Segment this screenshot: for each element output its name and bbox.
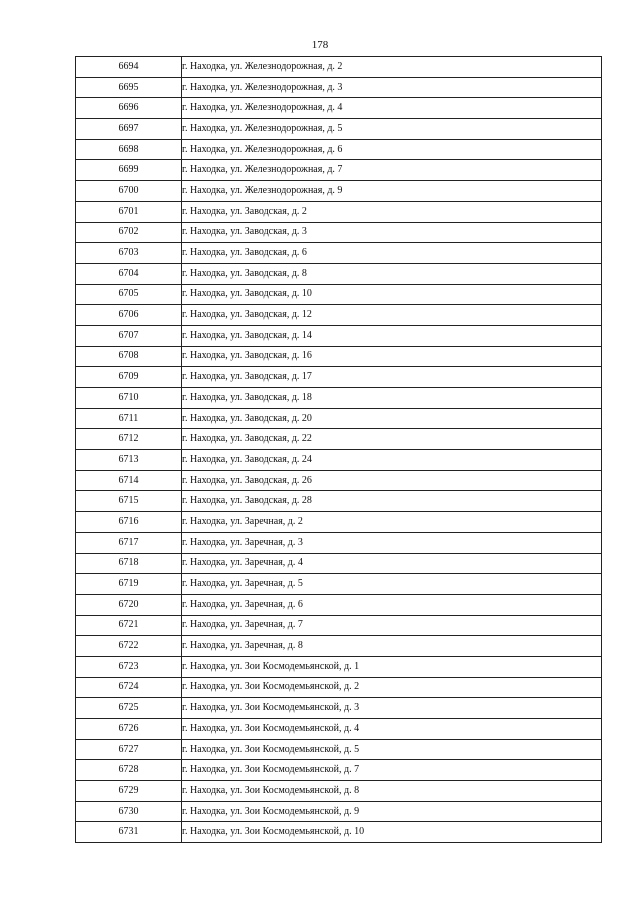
address-cell: г. Находка, ул. Заводская, д. 17 [182, 367, 602, 388]
table-row [76, 470, 602, 491]
address-cell: г. Находка, ул. Заречная, д. 5 [182, 574, 602, 595]
address-table-body [76, 57, 602, 843]
table-row [76, 574, 602, 595]
row-number-cell: 6697 [76, 119, 182, 140]
address-cell: г. Находка, ул. Зои Космодемьянской, д. 10 [182, 822, 602, 843]
row-number-cell: 6721 [76, 615, 182, 636]
table-row [76, 325, 602, 346]
address-cell: г. Находка, ул. Зои Космодемьянской, д. 1 [182, 656, 602, 677]
row-number-cell: 6702 [76, 222, 182, 243]
address-cell: г. Находка, ул. Зои Космодемьянской, д. 8 [182, 781, 602, 802]
table-row [76, 284, 602, 305]
table-row [76, 429, 602, 450]
address-cell: г. Находка, ул. Заводская, д. 2 [182, 201, 602, 222]
table-row [76, 57, 602, 78]
row-number-cell: 6696 [76, 98, 182, 119]
row-number-cell: 6701 [76, 201, 182, 222]
address-cell: г. Находка, ул. Заводская, д. 26 [182, 470, 602, 491]
table-row [76, 594, 602, 615]
table-row [76, 450, 602, 471]
table-row [76, 388, 602, 409]
address-cell: г. Находка, ул. Заводская, д. 12 [182, 305, 602, 326]
table-row [76, 222, 602, 243]
address-cell: г. Находка, ул. Железнодорожная, д. 2 [182, 57, 602, 78]
address-cell: г. Находка, ул. Заводская, д. 14 [182, 325, 602, 346]
row-number-cell: 6731 [76, 822, 182, 843]
address-cell: г. Находка, ул. Зои Космодемьянской, д. 9 [182, 801, 602, 822]
row-number-cell: 6726 [76, 719, 182, 740]
row-number-cell: 6695 [76, 77, 182, 98]
table-row [76, 491, 602, 512]
address-cell: г. Находка, ул. Железнодорожная, д. 3 [182, 77, 602, 98]
table-row [76, 408, 602, 429]
table-row [76, 201, 602, 222]
row-number-cell: 6708 [76, 346, 182, 367]
address-cell: г. Находка, ул. Заводская, д. 3 [182, 222, 602, 243]
table-row [76, 801, 602, 822]
address-cell: г. Находка, ул. Железнодорожная, д. 9 [182, 181, 602, 202]
address-cell: г. Находка, ул. Зои Космодемьянской, д. 5 [182, 739, 602, 760]
address-cell: г. Находка, ул. Зои Космодемьянской, д. 3 [182, 698, 602, 719]
row-number-cell: 6725 [76, 698, 182, 719]
address-table [75, 56, 602, 843]
row-number-cell: 6703 [76, 243, 182, 264]
table-row [76, 532, 602, 553]
address-cell: г. Находка, ул. Заречная, д. 7 [182, 615, 602, 636]
table-row [76, 656, 602, 677]
table-row [76, 139, 602, 160]
row-number-cell: 6715 [76, 491, 182, 512]
table-row [76, 698, 602, 719]
row-number-cell: 6711 [76, 408, 182, 429]
table-row [76, 615, 602, 636]
row-number-cell: 6712 [76, 429, 182, 450]
table-row [76, 243, 602, 264]
row-number-cell: 6727 [76, 739, 182, 760]
table-row [76, 160, 602, 181]
table-row [76, 367, 602, 388]
row-number-cell: 6694 [76, 57, 182, 78]
row-number-cell: 6698 [76, 139, 182, 160]
table-row [76, 677, 602, 698]
row-number-cell: 6700 [76, 181, 182, 202]
row-number-cell: 6704 [76, 263, 182, 284]
address-cell: г. Находка, ул. Заводская, д. 22 [182, 429, 602, 450]
address-cell: г. Находка, ул. Заречная, д. 2 [182, 512, 602, 533]
address-cell: г. Находка, ул. Зои Космодемьянской, д. 4 [182, 719, 602, 740]
table-row [76, 346, 602, 367]
address-cell: г. Находка, ул. Зои Космодемьянской, д. 2 [182, 677, 602, 698]
row-number-cell: 6718 [76, 553, 182, 574]
address-cell: г. Находка, ул. Заводская, д. 24 [182, 450, 602, 471]
table-row [76, 636, 602, 657]
address-cell: г. Находка, ул. Заречная, д. 6 [182, 594, 602, 615]
row-number-cell: 6724 [76, 677, 182, 698]
table-row [76, 781, 602, 802]
row-number-cell: 6699 [76, 160, 182, 181]
address-cell: г. Находка, ул. Заречная, д. 3 [182, 532, 602, 553]
table-row [76, 119, 602, 140]
table-row [76, 181, 602, 202]
address-cell: г. Находка, ул. Заводская, д. 6 [182, 243, 602, 264]
address-cell: г. Находка, ул. Заречная, д. 8 [182, 636, 602, 657]
address-cell: г. Находка, ул. Железнодорожная, д. 4 [182, 98, 602, 119]
row-number-cell: 6713 [76, 450, 182, 471]
row-number-cell: 6729 [76, 781, 182, 802]
table-row [76, 822, 602, 843]
row-number-cell: 6719 [76, 574, 182, 595]
table-row [76, 512, 602, 533]
row-number-cell: 6728 [76, 760, 182, 781]
address-cell: г. Находка, ул. Зои Космодемьянской, д. 7 [182, 760, 602, 781]
row-number-cell: 6730 [76, 801, 182, 822]
table-row [76, 98, 602, 119]
address-cell: г. Находка, ул. Железнодорожная, д. 7 [182, 160, 602, 181]
row-number-cell: 6714 [76, 470, 182, 491]
row-number-cell: 6723 [76, 656, 182, 677]
address-cell: г. Находка, ул. Заводская, д. 18 [182, 388, 602, 409]
row-number-cell: 6710 [76, 388, 182, 409]
address-cell: г. Находка, ул. Заводская, д. 28 [182, 491, 602, 512]
table-row [76, 760, 602, 781]
table-row [76, 553, 602, 574]
row-number-cell: 6716 [76, 512, 182, 533]
table-row [76, 77, 602, 98]
table-row [76, 263, 602, 284]
row-number-cell: 6709 [76, 367, 182, 388]
row-number-cell: 6705 [76, 284, 182, 305]
address-cell: г. Находка, ул. Железнодорожная, д. 6 [182, 139, 602, 160]
row-number-cell: 6720 [76, 594, 182, 615]
address-cell: г. Находка, ул. Заводская, д. 10 [182, 284, 602, 305]
table-row [76, 719, 602, 740]
address-cell: г. Находка, ул. Железнодорожная, д. 5 [182, 119, 602, 140]
address-cell: г. Находка, ул. Заводская, д. 8 [182, 263, 602, 284]
table-row [76, 305, 602, 326]
address-cell: г. Находка, ул. Заводская, д. 16 [182, 346, 602, 367]
row-number-cell: 6722 [76, 636, 182, 657]
row-number-cell: 6717 [76, 532, 182, 553]
page-number: 178 [311, 39, 329, 51]
address-cell: г. Находка, ул. Заводская, д. 20 [182, 408, 602, 429]
row-number-cell: 6706 [76, 305, 182, 326]
row-number-cell: 6707 [76, 325, 182, 346]
address-cell: г. Находка, ул. Заречная, д. 4 [182, 553, 602, 574]
table-row [76, 739, 602, 760]
